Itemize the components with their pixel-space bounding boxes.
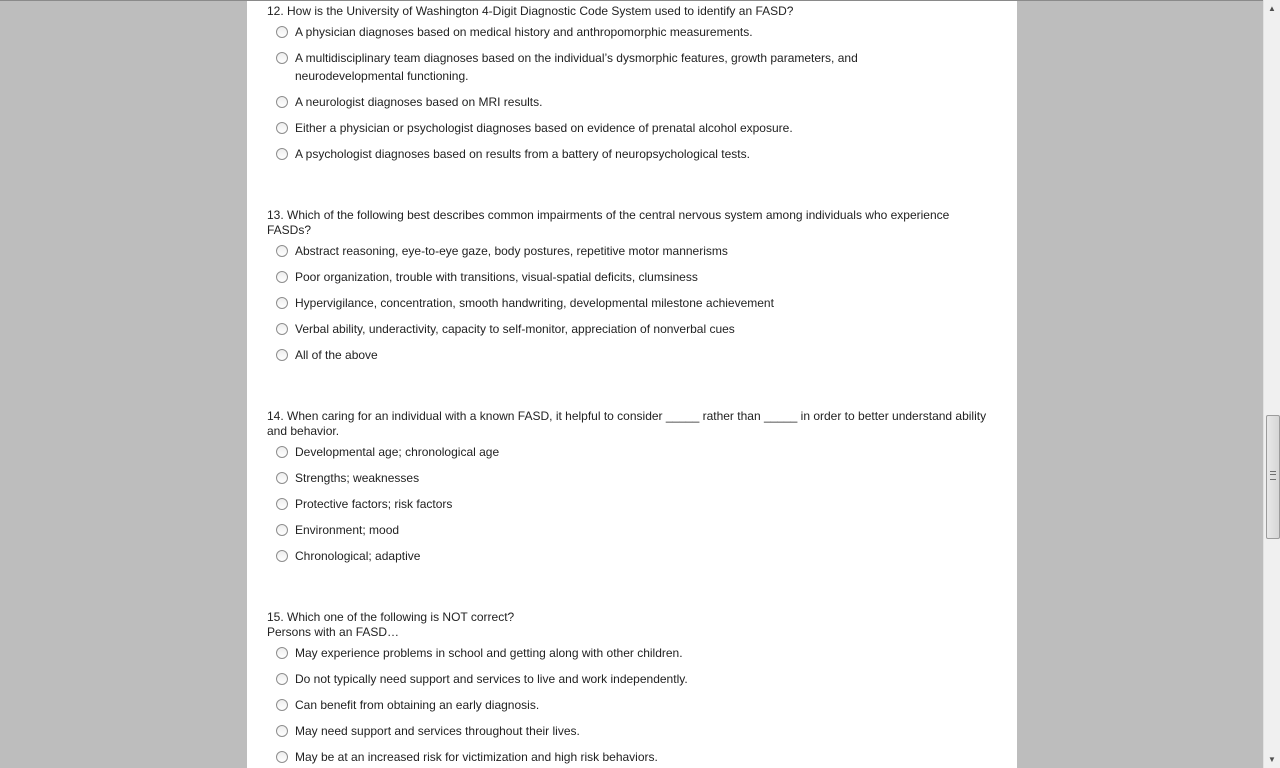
arrow-up-icon[interactable]: ▲ — [1268, 4, 1276, 13]
options-list — [267, 242, 992, 364]
quiz-page — [247, 1, 1017, 768]
radio-button[interactable] — [276, 271, 288, 283]
option-label: A psychologist diagnoses based on results from a battery of neuropsychological tests. — [295, 147, 750, 161]
question-15 — [267, 610, 992, 766]
answer-option[interactable] — [267, 346, 992, 364]
answer-option[interactable] — [267, 294, 992, 312]
question-14 — [267, 409, 992, 565]
option-label: Environment; mood — [295, 523, 400, 537]
options-list — [267, 443, 992, 565]
radio-button[interactable] — [276, 297, 288, 309]
answer-option[interactable] — [267, 93, 992, 111]
option-label: Protective factors; risk factors — [295, 497, 453, 511]
option-label: Do not typically need support and services to live and work independently. — [295, 672, 688, 686]
question-text: 13. Which of the following best describes common impairments of the central nervous system among individuals who experience FASDs? — [267, 208, 950, 237]
radio-button[interactable] — [276, 446, 288, 458]
answer-option[interactable] — [267, 242, 992, 260]
scroll-thumb[interactable] — [1266, 415, 1280, 539]
radio-button[interactable] — [276, 647, 288, 659]
question-text: 15. Which one of the following is NOT correct? — [267, 610, 515, 624]
answer-option[interactable] — [267, 547, 992, 565]
radio-button[interactable] — [276, 524, 288, 536]
radio-button[interactable] — [276, 122, 288, 134]
option-label: Either a physician or psychologist diagnoses based on evidence of prenatal alcohol exposure. — [295, 121, 793, 135]
answer-option[interactable] — [267, 443, 992, 461]
options-list — [267, 644, 992, 766]
radio-button[interactable] — [276, 751, 288, 763]
option-label: May experience problems in school and getting along with other children. — [295, 646, 683, 660]
option-label: Verbal ability, underactivity, capacity to self-monitor, appreciation of nonverbal cues — [295, 322, 735, 336]
radio-button[interactable] — [276, 148, 288, 160]
option-label: May need support and services throughout their lives. — [295, 724, 580, 738]
question-text: 14. When caring for an individual with a known FASD, it helpful to consider _____ rather than _____ in order to better understand ability and behavior. — [267, 409, 987, 438]
radio-button[interactable] — [276, 725, 288, 737]
radio-button[interactable] — [276, 699, 288, 711]
question-12 — [267, 4, 992, 163]
answer-option[interactable] — [267, 469, 992, 487]
answer-option[interactable] — [267, 748, 992, 766]
option-label: Chronological; adaptive — [295, 549, 421, 563]
radio-button[interactable] — [276, 245, 288, 257]
answer-option[interactable] — [267, 49, 992, 85]
option-label: Strengths; weaknesses — [295, 471, 420, 485]
option-label: Can benefit from obtaining an early diagnosis. — [295, 698, 540, 712]
answer-option[interactable] — [267, 722, 992, 740]
answer-option[interactable] — [267, 320, 992, 338]
option-label: A physician diagnoses based on medical history and anthropomorphic measurements. — [295, 25, 753, 39]
radio-button[interactable] — [276, 52, 288, 64]
radio-button[interactable] — [276, 550, 288, 562]
question-13 — [267, 208, 992, 364]
option-label: A neurologist diagnoses based on MRI results. — [295, 95, 543, 109]
option-label: Hypervigilance, concentration, smooth handwriting, developmental milestone achievement — [295, 296, 774, 310]
radio-button[interactable] — [276, 472, 288, 484]
answer-option[interactable] — [267, 495, 992, 513]
answer-option[interactable] — [267, 145, 992, 163]
radio-button[interactable] — [276, 498, 288, 510]
answer-option[interactable] — [267, 696, 992, 714]
answer-option[interactable] — [267, 23, 992, 41]
radio-button[interactable] — [276, 323, 288, 335]
option-label: A multidisciplinary team diagnoses based on the individual’s dysmorphic features, growth parameters, and neurodevelopmental functioning. — [295, 51, 858, 83]
option-label: All of the above — [295, 348, 378, 362]
option-label: Abstract reasoning, eye-to-eye gaze, body postures, repetitive motor mannerisms — [295, 244, 728, 258]
grip-icon — [1270, 471, 1276, 480]
answer-option[interactable] — [267, 268, 992, 286]
question-subtext: Persons with an FASD… — [267, 625, 400, 639]
radio-button[interactable] — [276, 96, 288, 108]
radio-button[interactable] — [276, 349, 288, 361]
options-list — [267, 23, 992, 163]
answer-option[interactable] — [267, 644, 992, 662]
option-label: May be at an increased risk for victimization and high risk behaviors. — [295, 750, 658, 764]
option-label: Poor organization, trouble with transitions, visual-spatial deficits, clumsiness — [295, 270, 698, 284]
option-label: Developmental age; chronological age — [295, 445, 500, 459]
radio-button[interactable] — [276, 26, 288, 38]
radio-button[interactable] — [276, 673, 288, 685]
answer-option[interactable] — [267, 119, 992, 137]
answer-option[interactable] — [267, 521, 992, 539]
answer-option[interactable] — [267, 670, 992, 688]
question-text: 12. How is the University of Washington 4-Digit Diagnostic Code System used to identify an FASD? — [267, 4, 794, 18]
arrow-down-icon[interactable]: ▼ — [1268, 755, 1276, 764]
vertical-scrollbar[interactable] — [1263, 0, 1280, 768]
